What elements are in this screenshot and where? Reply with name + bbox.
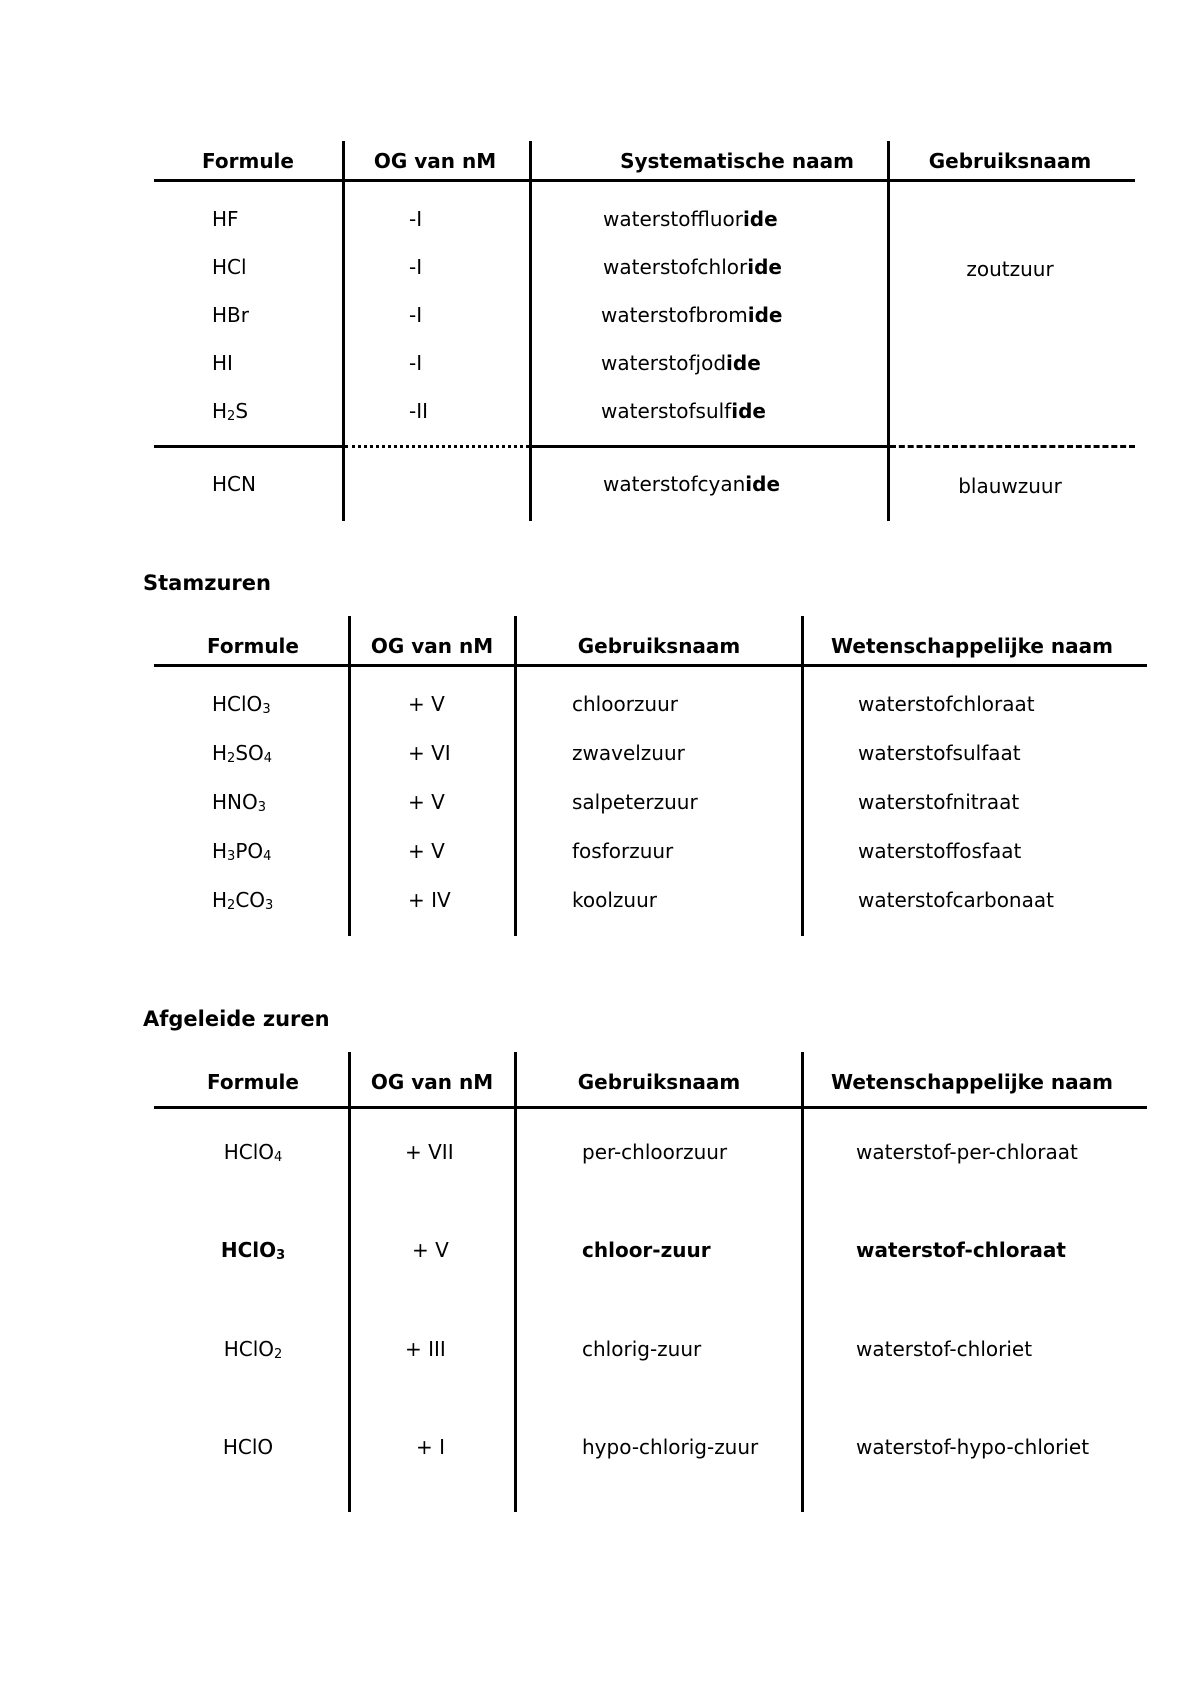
common-name-cell: per-chloorzuur xyxy=(582,1140,728,1164)
header-wetenschappelijke-naam: Wetenschappelijke naam xyxy=(831,634,1113,658)
common-name-cell: zwavelzuur xyxy=(572,741,685,765)
formula-cell: HClO$_3$ xyxy=(220,1238,286,1263)
common-name-cell: blauwzuur xyxy=(958,474,1062,498)
header-formule: Formule xyxy=(202,149,294,173)
systematic-name-cell: waterstofchloride xyxy=(603,255,782,279)
scientific-name-cell: waterstof-per-chloraat xyxy=(856,1140,1078,1164)
og-cell: + IV xyxy=(408,888,451,912)
common-name-cell: hypo-chlorig-zuur xyxy=(582,1435,759,1459)
og-cell: -I xyxy=(409,303,423,327)
common-name-cell: chloor-zuur xyxy=(582,1238,711,1262)
og-cell: -I xyxy=(409,351,423,375)
formula-cell: HClO$_2$ xyxy=(223,1337,283,1362)
section-rule xyxy=(532,445,887,448)
column-divider xyxy=(801,616,804,936)
header-formule: Formule xyxy=(207,634,299,658)
systematic-name-cell: waterstofsulfide xyxy=(601,399,766,423)
header-gebruiksnaam: Gebruiksnaam xyxy=(577,1070,741,1094)
common-name-cell: chlorig-zuur xyxy=(582,1337,702,1361)
scientific-name-cell: waterstofsulfaat xyxy=(858,741,1021,765)
formula-cell: HCl xyxy=(212,255,247,279)
section-rule xyxy=(154,445,342,448)
common-name-cell: fosforzuur xyxy=(572,839,674,863)
scientific-name-cell: waterstofnitraat xyxy=(858,790,1020,814)
formula-cell: HClO xyxy=(222,1435,274,1459)
systematic-name-cell: waterstofbromide xyxy=(601,303,783,327)
formula-cell: $HNO_3$ xyxy=(212,790,267,815)
section-title-afgeleide-zuren: Afgeleide zuren xyxy=(143,1007,330,1031)
common-name-cell: salpeterzuur xyxy=(572,790,698,814)
column-divider xyxy=(529,141,532,521)
formula-cell: HF xyxy=(212,207,239,231)
header-rule xyxy=(154,179,1135,182)
og-cell: + V xyxy=(408,790,445,814)
section-title-stamzuren: Stamzuren xyxy=(143,571,271,595)
og-cell: + V xyxy=(408,692,445,716)
systematic-name-cell: waterstofjodide xyxy=(601,351,761,375)
header-rule xyxy=(154,1106,1147,1109)
scientific-name-cell: waterstof-chloriet xyxy=(856,1337,1033,1361)
header-wetenschappelijke-naam: Wetenschappelijke naam xyxy=(831,1070,1113,1094)
formula-cell: HBr xyxy=(212,303,249,327)
header-gebruiksnaam: Gebruiksnaam xyxy=(928,149,1092,173)
scientific-name-cell: waterstofcarbonaat xyxy=(858,888,1054,912)
common-name-cell: zoutzuur xyxy=(966,257,1054,281)
og-cell: + VII xyxy=(405,1140,454,1164)
formula-cell: HClO$_4$ xyxy=(223,1140,283,1165)
header-og-van-nm: OG van nM xyxy=(370,1070,494,1094)
column-divider xyxy=(887,141,890,521)
og-cell: -II xyxy=(409,399,429,423)
og-cell: + V xyxy=(412,1238,449,1262)
column-divider xyxy=(801,1052,804,1512)
header-og-van-nm: OG van nM xyxy=(370,634,494,658)
section-rule-dashed xyxy=(890,445,1135,448)
formula-cell: $H_2S$ xyxy=(212,399,249,424)
scientific-name-cell: waterstoffosfaat xyxy=(858,839,1022,863)
column-divider xyxy=(514,616,517,936)
common-name-cell: chloorzuur xyxy=(572,692,678,716)
og-cell: -I xyxy=(409,255,423,279)
og-cell: -I xyxy=(409,207,423,231)
systematic-name-cell: waterstoffluoride xyxy=(603,207,778,231)
scientific-name-cell: waterstof-hypo-chloriet xyxy=(856,1435,1090,1459)
column-divider xyxy=(348,1052,351,1512)
scientific-name-cell: waterstofchloraat xyxy=(858,692,1035,716)
header-systematische-naam: Systematische naam xyxy=(620,149,854,173)
column-divider xyxy=(342,141,345,521)
formula-cell: $H_2SO_4$ xyxy=(212,741,273,766)
formula-cell: $H_3PO_4$ xyxy=(212,839,272,864)
og-cell: + I xyxy=(416,1435,446,1459)
column-divider xyxy=(514,1052,517,1512)
og-cell: + V xyxy=(408,839,445,863)
systematic-name-cell: waterstofcyanide xyxy=(603,472,781,496)
formula-cell: HCN xyxy=(212,472,256,496)
header-formule: Formule xyxy=(207,1070,299,1094)
column-divider xyxy=(348,616,351,936)
formula-cell: $H_2CO_3$ xyxy=(212,888,274,913)
scientific-name-cell: waterstof-chloraat xyxy=(856,1238,1066,1262)
formula-cell: HI xyxy=(212,351,233,375)
formula-cell: HClO$_3$ xyxy=(212,692,271,717)
section-rule-dotted xyxy=(345,445,529,448)
header-gebruiksnaam: Gebruiksnaam xyxy=(577,634,741,658)
common-name-cell: koolzuur xyxy=(572,888,657,912)
og-cell: + III xyxy=(405,1337,446,1361)
header-og-van-nm: OG van nM xyxy=(373,149,497,173)
header-rule xyxy=(154,664,1147,667)
og-cell: + VI xyxy=(408,741,451,765)
